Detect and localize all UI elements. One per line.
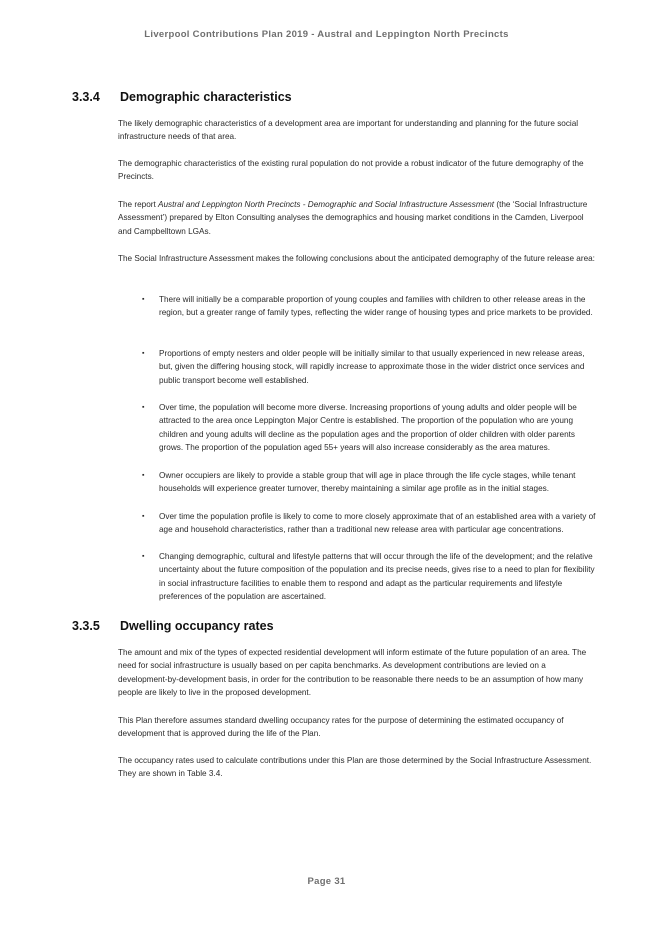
report-prefix: The report xyxy=(118,200,159,209)
list-item-text: There will initially be a comparable proportion of young couples and families with children to other release areas in the region, but a greater range of family types, reflecting the wider range of housing types and price markets to be provided. xyxy=(159,295,593,318)
report-title: Austral and Leppington North Precincts - Demographic and Social Infrastructure Assessment xyxy=(158,200,495,209)
paragraph-conclusions-lead: The Social Infrastructure Assessment makes the following conclusions about the anticipated demography of the future release area: xyxy=(118,254,595,263)
paragraph-residential-development: The amount and mix of the types of expected residential development will inform estimate of the future population of an area. The need for social infrastructure is usually based on per capita benchmarks. As development contributions are levied on a development-by-development basis, in order for the contribution to be reasonable there needs to be an assumption of how many people are likely to live in the proposed development. xyxy=(118,648,587,698)
bullet-marker: ▪ xyxy=(142,513,145,520)
list-item-text: Over time the population profile is likely to come to more closely approximate that of an established area with a variety of age and household characteristics, rather than a traditional new release area with particular age concentrations. xyxy=(159,512,596,535)
paragraph-intro: The likely demographic characteristics of a development area are important for understanding and planning for the future social infrastructure needs of that area. xyxy=(118,119,579,142)
bullet-marker: ▪ xyxy=(142,404,145,411)
bullet-marker: ▪ xyxy=(142,472,145,479)
paragraph-report xyxy=(118,198,596,238)
section-heading-dwelling-occupancy-rates xyxy=(72,619,274,633)
page-number: Page 31 xyxy=(307,876,346,887)
section-heading-demographic-characteristics xyxy=(72,90,292,104)
paragraph-occupancy-assumption: This Plan therefore assumes standard dwelling occupancy rates for the purpose of determining the estimated occupancy of development that is approved during the life of the Plan. xyxy=(118,716,564,739)
list-item-text: Over time, the population will become more diverse. Increasing proportions of young adults and older people will be attracted to the area once Leppington Major Centre is established. The proportion of the population who are young children and young adults will decline as the population ages and the proportion of older children with older parents grows. The proportion of the population aged 55+ years will also increase considerably as the area matures. xyxy=(159,403,577,453)
list-item xyxy=(118,550,596,604)
section-number: 3.3.5 xyxy=(72,619,100,633)
list-item xyxy=(118,293,596,320)
list-item xyxy=(118,510,596,537)
list-item-text: Owner occupiers are likely to provide a stable group that will age in place through the life cycle stages, while tenant households will experience greater turnover, thereby maintaining a similar age profile as in the initial stages. xyxy=(159,471,576,494)
list-item xyxy=(118,347,596,387)
paragraph-occupancy-rates: The occupancy rates used to calculate contributions under this Plan are those determined by the Social Infrastructure Assessment. They are shown in Table 3.4. xyxy=(118,756,592,779)
report-suffix: (the ‘Social Infrastructure Assessment’) prepared by Elton Consulting analyses the demographics and housing market conditions in the Camden, Liverpool and Campbelltown LGAs. xyxy=(118,200,588,236)
section-title: Dwelling occupancy rates xyxy=(120,619,274,633)
page-header: Liverpool Contributions Plan 2019 - Austral and Leppington North Precincts xyxy=(144,29,509,40)
paragraph-existing-population: The demographic characteristics of the existing rural population do not provide a robust indicator of the future demography of the Precincts. xyxy=(118,159,584,182)
list-item-text: Changing demographic, cultural and lifestyle patterns that will occur through the life of the development; and the relative uncertainty about the future composition of the population and its precise needs, gives rise to a need to plan for flexibility in social infrastructure facilities to enable them to respond and adapt as the particular requirements and lifestyle preferences of the population are ascertained. xyxy=(159,552,595,602)
list-item xyxy=(118,401,596,455)
bullet-marker: ▪ xyxy=(142,553,145,560)
list-item-text: Proportions of empty nesters and older people will be initially similar to that usually experienced in new release areas, but, given the differing housing stock, will rapidly increase to approximate those in the wider district once services and public transport become well established. xyxy=(159,349,585,385)
list-item xyxy=(118,469,596,496)
bullet-marker: ▪ xyxy=(142,350,145,357)
section-title: Demographic characteristics xyxy=(120,90,292,104)
section-number: 3.3.4 xyxy=(72,90,100,104)
bullet-marker: ▪ xyxy=(142,296,145,303)
